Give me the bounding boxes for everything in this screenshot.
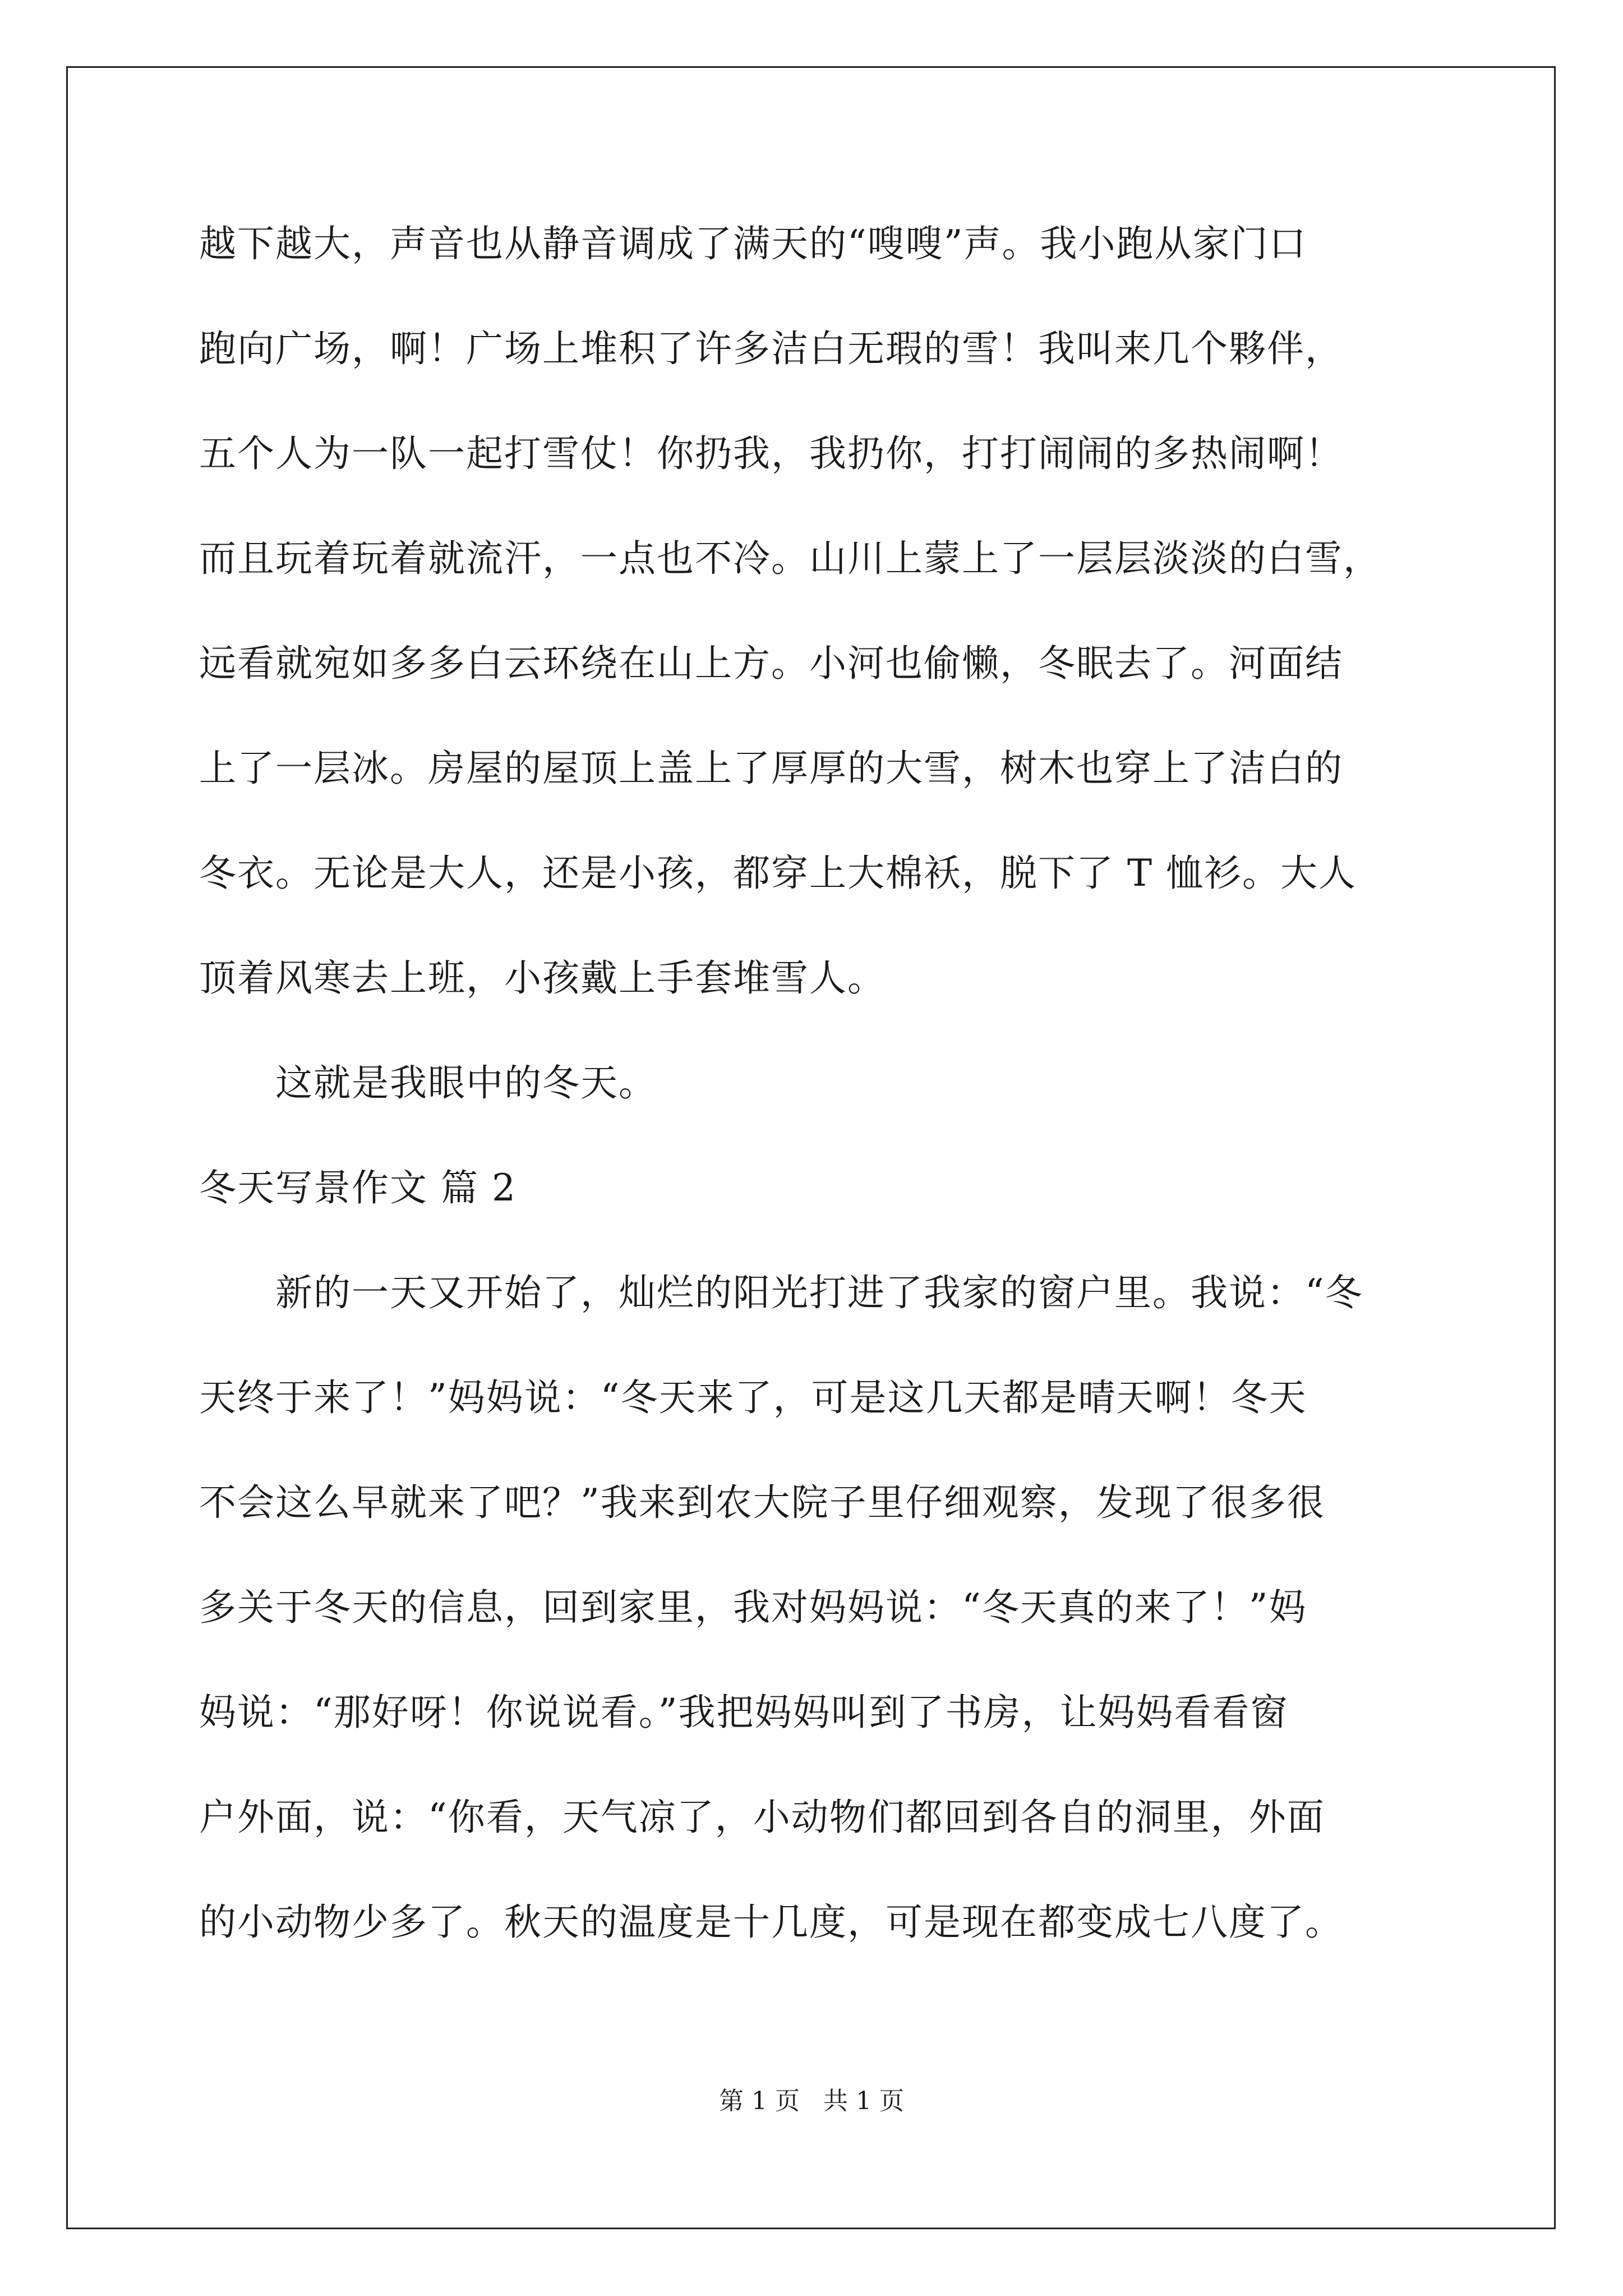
text-line-7: 冬衣。无论是大人，还是小孩，都穿上大棉袄，脱下了 T 恤衫。大人: [199, 852, 1357, 895]
text-line-2: 跑向广场，啊！广场上堆积了许多洁白无瑕的雪！我叫来几个夥伴，: [199, 327, 1343, 370]
text-line-4: 而且玩着玩着就流汗，一点也不冷。山川上蒙上了一层层淡淡的白雪，: [199, 537, 1381, 580]
text-line-5: 远看就宛如多多白云环绕在山上方。小河也偷懒，冬眠去了。河面结: [199, 642, 1343, 685]
text-line-17: 的小动物少多了。秋天的温度是十几度，可是现在都变成七八度了。: [199, 1901, 1343, 1944]
text-line-1: 越下越大，声音也从静音调成了满天的“嗖嗖”声。我小跑从家门口: [199, 222, 1307, 265]
page-footer: 第 1 页 共 1 页: [719, 2087, 904, 2115]
text-line-16: 户外面，说：“你看，天气凉了，小动物们都回到各自的洞里，外面: [199, 1796, 1325, 1839]
text-line-15: 妈说：“那好呀！你说说看。”我把妈妈叫到了书房，让妈妈看看窗: [199, 1691, 1289, 1734]
text-line-3: 五个人为一队一起打雪仗！你扔我，我扔你，打打闹闹的多热闹啊！: [199, 432, 1343, 475]
text-line-6: 上了一层冰。房屋的屋顶上盖上了厚厚的大雪，树木也穿上了洁白的: [199, 747, 1343, 790]
text-line-13: 不会这么早就来了吧？”我来到农大院子里仔细观察，发现了很多很: [199, 1481, 1325, 1524]
text-line-9: 这就是我眼中的冬天。: [199, 1061, 657, 1105]
text-line-12: 天终于来了！”妈妈说：“冬天来了，可是这几天都是晴天啊！冬天: [199, 1376, 1307, 1419]
text-line-11: 新的一天又开始了，灿烂的阳光打进了我家的窗户里。我说：“冬: [199, 1271, 1363, 1314]
text-line-14: 多关于冬天的信息，回到家里，我对妈妈说：“冬天真的来了！”妈: [199, 1586, 1307, 1629]
section-heading: 冬天写景作文 篇 2: [199, 1166, 517, 1209]
text-line-8: 顶着风寒去上班，小孩戴上手套堆雪人。: [199, 956, 886, 1000]
